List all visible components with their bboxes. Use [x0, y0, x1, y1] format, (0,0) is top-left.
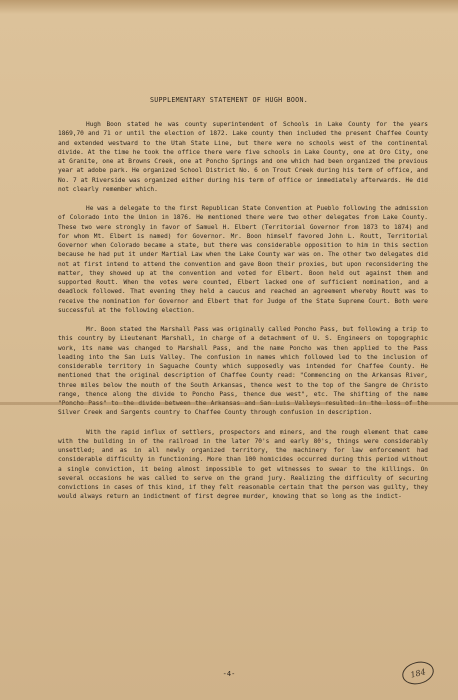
paragraph-marshall-pass: Mr. Boon stated the Marshall Pass was originally called Poncho Pass, but following a trip to this country by Lieutenant Marshall, in charge of a detachment of U. S. Engineers on topographic work, its name was changed to Marshall Pass, and the name Poncho was then applied to the Pass leading into the San Luis Valley. The confusion in names which followed led to the inclusion of considerable territory in Saguache County which supposedly was intended for Chaffee County. He mentioned that the original description of Chaffee County read: "Commencing on the Arkansas River, three miles below the mouth of the South Arkansas, thence west to the top of the Sangre de Christo range, thence along the divide to Poncho Pass, thence due west", etc. The shifting of the name "Poncho Pass" to the divide between the Arkansas and San Luis Valleys resulted in the loss of the Silver Creek and Sargents country to Chaffee County through confusion in description.: [58, 326, 428, 417]
page-stamp: 184: [400, 658, 436, 687]
paragraph-republican-convention: He was a delegate to the first Republican State Convention at Pueblo following the admission of Colorado into the Union in 1876. He mentioned there were two other delegates from Lake County. These two were strongly in favor of Samuel H. Elbert (Territorial Governor from 1873 to 1874) and for whom Mt. Elbert is named) for Governor. Mr. Boon himself favored John L. Routt, Territorial Governor when Colorado became a state, but there was considerable opposition to him in this section because he had put it under Martial Law when the Lake County war was on. The other two delegates did not at first intend to attend the convention and gave Boon their proxies, but upon reconsidering the matter, they showed up at the convention and voted for Elbert. Boon held out against them and supported Routt. When the votes were counted, Elbert lacked one of sufficient nomination, and a deadlock followed. That evening they held a caucus and reached an agreement whereby Routt was to receive the nomination for Governor and Elbert that for Judge of the State Supreme Court. Both were successful at the following election.: [58, 205, 428, 314]
document-title: SUPPLEMENTARY STATEMENT OF HUGH BOON.: [150, 96, 308, 104]
page-number: -4-: [222, 670, 236, 678]
document-body: [58, 120, 428, 512]
paragraph-law-enforcement: With the rapid influx of settlers, prospectors and miners, and the rough element that came with the building in of the railroad in the later 70's and early 80's, things were considerably unsettled; and as in all newly organized territory, the machinery for law enforcement had considerable difficulty in functioning. More than 100 homicides occurred during this period without a single conviction, it being almost impossible to get witnesses to swear to the killings. On several occasions he was called to serve on the grand jury. Realizing the difficulty of securing convictions in cases of this kind, if they felt reasonable certain that the person was guilty, they would always return an indictment of first degree murder, knowing that so long as the indict-: [58, 428, 428, 501]
paragraph-school-superintendent: Hugh Boon stated he was county superintendent of Schools in Lake County for the years 1869,70 and 71 or until the election of 1872. Lake county then included the present Chaffee County and extended westward to the Utah State Line, but there were no schools west of the continental divide. At the time he took the office there were five schools in Lake County, one at Oro City, one at Granite, one at Browns Creek, one at Poncho Springs and one which had been organized the previous year at adobe park. He organized School District No. 6 on Trout Creek during his term of office, and No. 7 at Riverside was organized either during his term of office or immediately afterwards. He did not clearly remember which.: [58, 121, 428, 193]
